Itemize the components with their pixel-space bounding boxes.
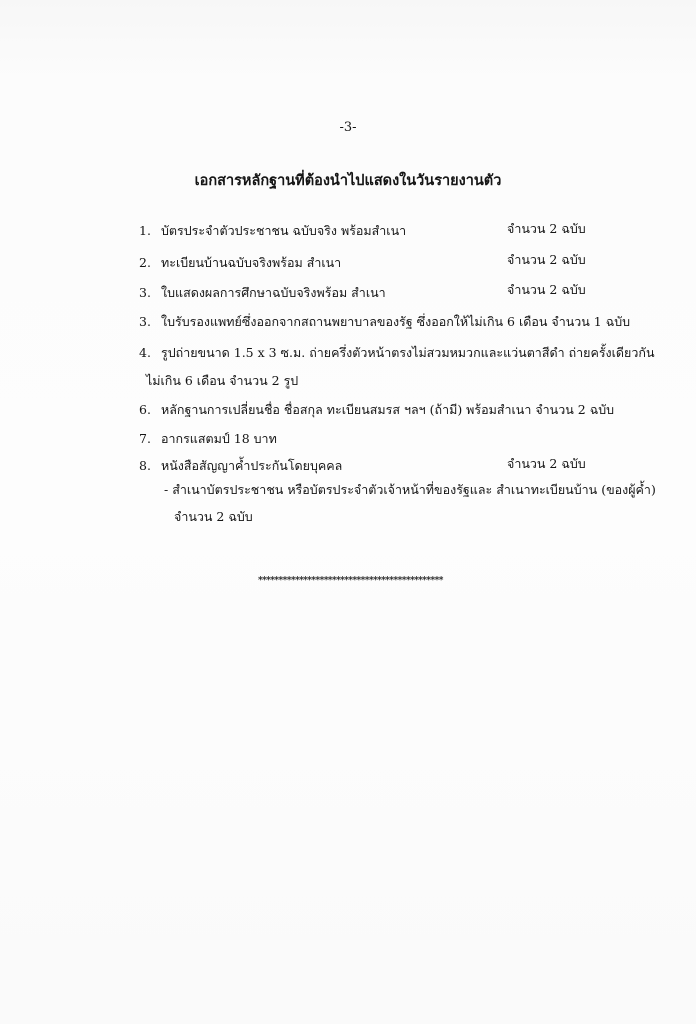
item-text: ทะเบียนบ้านฉบับจริงพร้อม สำเนา [160, 255, 342, 270]
item-sub-text: - สำเนาบัตรประชาชน หรือบัตรประจำตัวเจ้าหน้าที่ของรัฐและ สำเนาทะเบียนบ้าน (ของผู้ค้ำ) [164, 482, 656, 497]
page-title: เอกสารหลักฐานที่ต้องนำไปแสดงในวันรายงานตัว [194, 172, 502, 189]
list-item [139, 313, 630, 331]
list-item [139, 222, 406, 240]
item-text: ใบรับรองแพทย์ซึ่งออกจากสถานพยาบาลของรัฐ ซึ่งออกให้ไม่เกิน 6 เดือน จำนวน 1 ฉบับ [160, 314, 631, 329]
list-item [139, 344, 655, 362]
item-number: 7. [139, 431, 151, 446]
list-item [139, 284, 386, 302]
item-quantity: จำนวน 2 ฉบับ [507, 456, 586, 471]
item-text: หลักฐานการเปลี่ยนชื่อ ชื่อสกุล ทะเบียนสมรส ฯลฯ (ถ้ามี) พร้อมสำเนา จำนวน 2 ฉบับ [160, 402, 615, 417]
item-text: ใบแสดงผลการศึกษาฉบับจริงพร้อม สำเนา [160, 285, 386, 300]
list-item [139, 430, 277, 448]
item-number: 1. [139, 223, 151, 238]
item-text: อากรแสตมป์ 18 บาท [160, 431, 277, 446]
list-item [139, 254, 341, 272]
item-number: 3. [139, 314, 151, 329]
item-number: 2. [139, 255, 151, 270]
item-text: บัตรประจำตัวประชาชน ฉบับจริง พร้อมสำเนา [160, 223, 407, 238]
page-number: -3- [339, 120, 357, 135]
item-number: 6. [139, 402, 151, 417]
list-item [139, 457, 342, 475]
item-continuation: ไม่เกิน 6 เดือน จำนวน 2 รูป [146, 373, 299, 388]
item-quantity: จำนวน 2 ฉบับ [507, 252, 586, 267]
item-text: หนังสือสัญญาค้ำประกันโดยบุคคล [160, 458, 343, 473]
item-sub-continuation: จำนวน 2 ฉบับ [174, 509, 253, 524]
item-text: รูปถ่ายขนาด 1.5 x 3 ซ.ม. ถ่ายครึ่งตัวหน้าตรงไม่สวมหมวกและแว่นตาสีดำ ถ่ายครั้งเดียวกัน [160, 345, 655, 360]
divider-stars: ********************************************* [258, 576, 443, 586]
item-number: 8. [139, 458, 151, 473]
item-quantity: จำนวน 2 ฉบับ [507, 221, 586, 236]
item-number: 4. [139, 345, 151, 360]
list-item [139, 401, 614, 419]
item-number: 3. [139, 285, 151, 300]
item-quantity: จำนวน 2 ฉบับ [507, 282, 586, 297]
